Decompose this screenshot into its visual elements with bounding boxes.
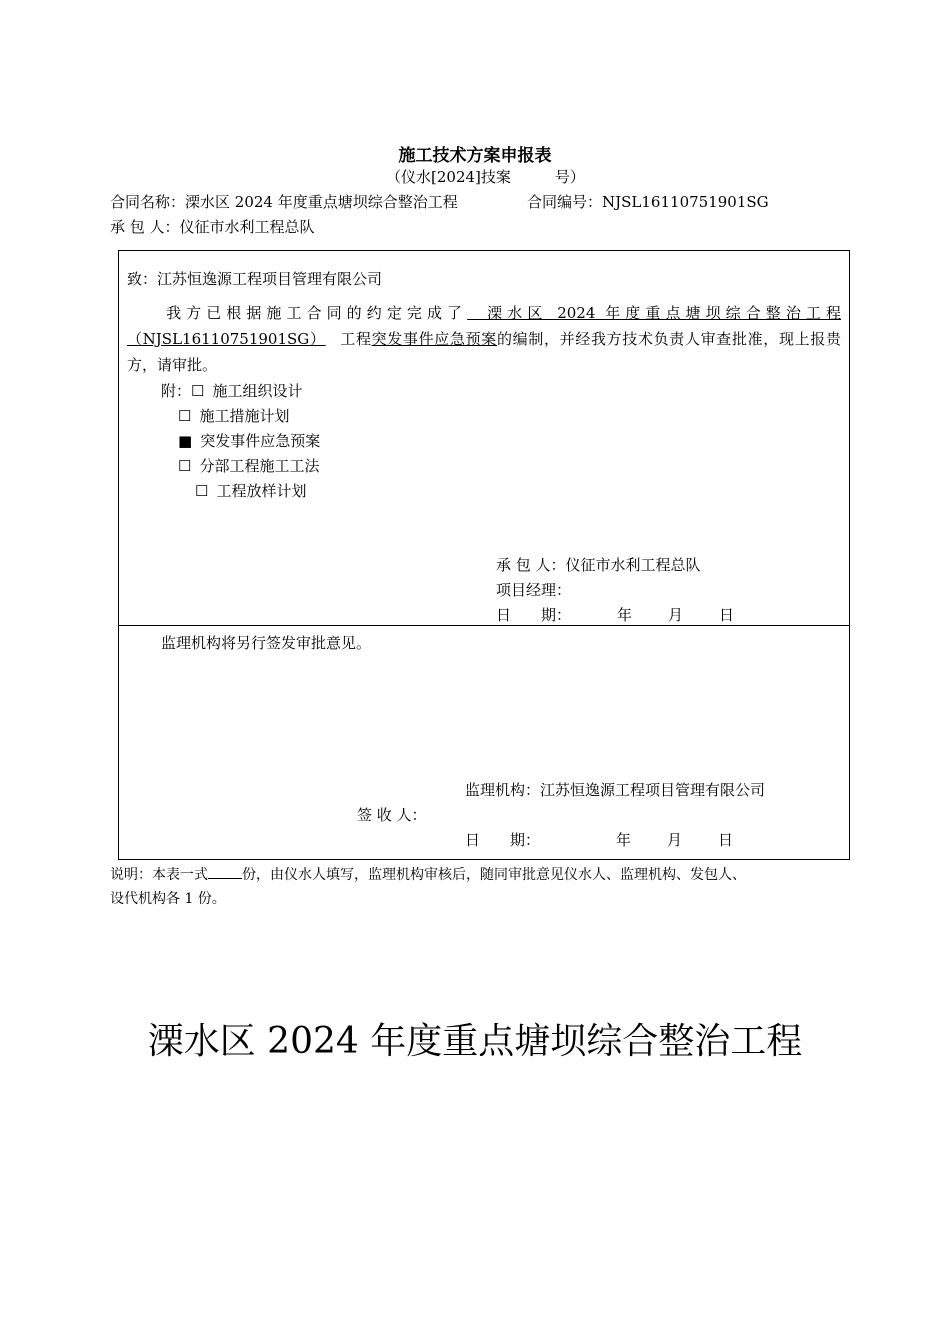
addressee-line <box>127 268 382 289</box>
contract-no-line <box>527 191 769 212</box>
year-label: 年 <box>616 831 632 849</box>
receiver-line: 签 收 人： <box>357 806 427 824</box>
month-label: 月 <box>668 606 684 624</box>
signature-contractor <box>496 554 701 575</box>
contractor-name: 仪征市水利工程总队 <box>179 218 315 236</box>
attachment-item-4 <box>178 455 319 476</box>
project-manager-line: 项目经理： <box>496 581 572 599</box>
date-label: 日 期： <box>496 606 572 624</box>
day-label: 日 <box>719 606 735 624</box>
attachment-item-1 <box>161 380 302 401</box>
attachment-item-2 <box>178 405 289 426</box>
contract-name: 溧水区 2024 年度重点塘坝综合整治工程 <box>185 193 458 211</box>
project-title: 溧水区 2024 年度重点塘坝综合整治工程 <box>147 1021 803 1062</box>
checkbox-icon: ☐ <box>191 382 205 400</box>
note-line-2: 设代机构各 1 份。 <box>110 891 226 907</box>
date-line-2 <box>465 829 733 850</box>
attachment-label: 突发事件应急预案 <box>200 432 321 450</box>
contractor-line <box>110 216 315 237</box>
note-line-1 <box>110 864 746 886</box>
supervisor-label: 监理机构： <box>465 781 541 799</box>
application-text <box>127 300 841 378</box>
text-part-2: 工程 <box>339 330 372 348</box>
note-prefix: 说明：本表一式 <box>110 867 208 883</box>
attachment-item-3 <box>178 430 320 451</box>
serial-suffix: 号） <box>554 168 585 186</box>
checkbox-icon: ☐ <box>178 407 192 425</box>
attachment-label: 施工措施计划 <box>199 407 290 425</box>
sign-contractor-name: 仪征市水利工程总队 <box>565 556 701 574</box>
sign-contractor-label: 承 包 人： <box>496 556 566 574</box>
supervisor-opinion: 监理机构将另行签发审批意见。 <box>161 634 372 652</box>
form-title: 施工技术方案申报表 <box>398 146 552 166</box>
application-form <box>118 250 850 860</box>
contract-no: NJSL16110751901SG <box>602 193 769 211</box>
checked-box-icon: ■ <box>178 432 193 450</box>
plan-name-underlined: 突发事件应急预案 <box>371 330 497 348</box>
section-divider <box>119 625 849 626</box>
addressee: 江苏恒逸源工程项目管理有限公司 <box>157 270 383 288</box>
contract-name-label: 合同名称： <box>110 193 186 211</box>
attachment-label: 分部工程施工工法 <box>199 457 320 475</box>
attachment-item-5 <box>195 480 306 501</box>
attachment-label: 施工组织设计 <box>212 382 303 400</box>
contract-name-line <box>110 191 458 212</box>
project-name-underlined: 溧水区 2024 年度重点塘坝综合整治工程（NJSL16110751901SG） <box>127 304 841 348</box>
copies-blank <box>208 864 242 879</box>
supervisor-line <box>465 779 765 800</box>
addressee-label: 致： <box>127 270 158 288</box>
serial-prefix: （仪水[2024]技案 <box>386 168 511 186</box>
form-serial <box>386 166 585 187</box>
note-rest: 份，由仪水人填写，监理机构审核后，随同审批意见仪水人、监理机构、发包人、 <box>242 867 746 883</box>
year-label: 年 <box>617 606 633 624</box>
checkbox-icon: ☐ <box>178 457 192 475</box>
day-label: 日 <box>718 831 734 849</box>
text-part-1: 我方已根据施工合同的约定完成了 <box>161 304 468 322</box>
text-part-3: 的编制，并经我方技术负责人审查批准，现上报贵方，请审批。 <box>127 330 841 374</box>
attach-label: 附： <box>161 382 192 400</box>
contractor-label: 承 包 人： <box>110 218 180 236</box>
contract-no-label: 合同编号： <box>527 193 603 211</box>
month-label: 月 <box>667 831 683 849</box>
attachment-label: 工程放样计划 <box>216 482 307 500</box>
checkbox-icon: ☐ <box>195 482 209 500</box>
date-label: 日 期： <box>465 831 541 849</box>
supervisor-name: 江苏恒逸源工程项目管理有限公司 <box>540 781 766 799</box>
date-line-1 <box>496 604 734 625</box>
